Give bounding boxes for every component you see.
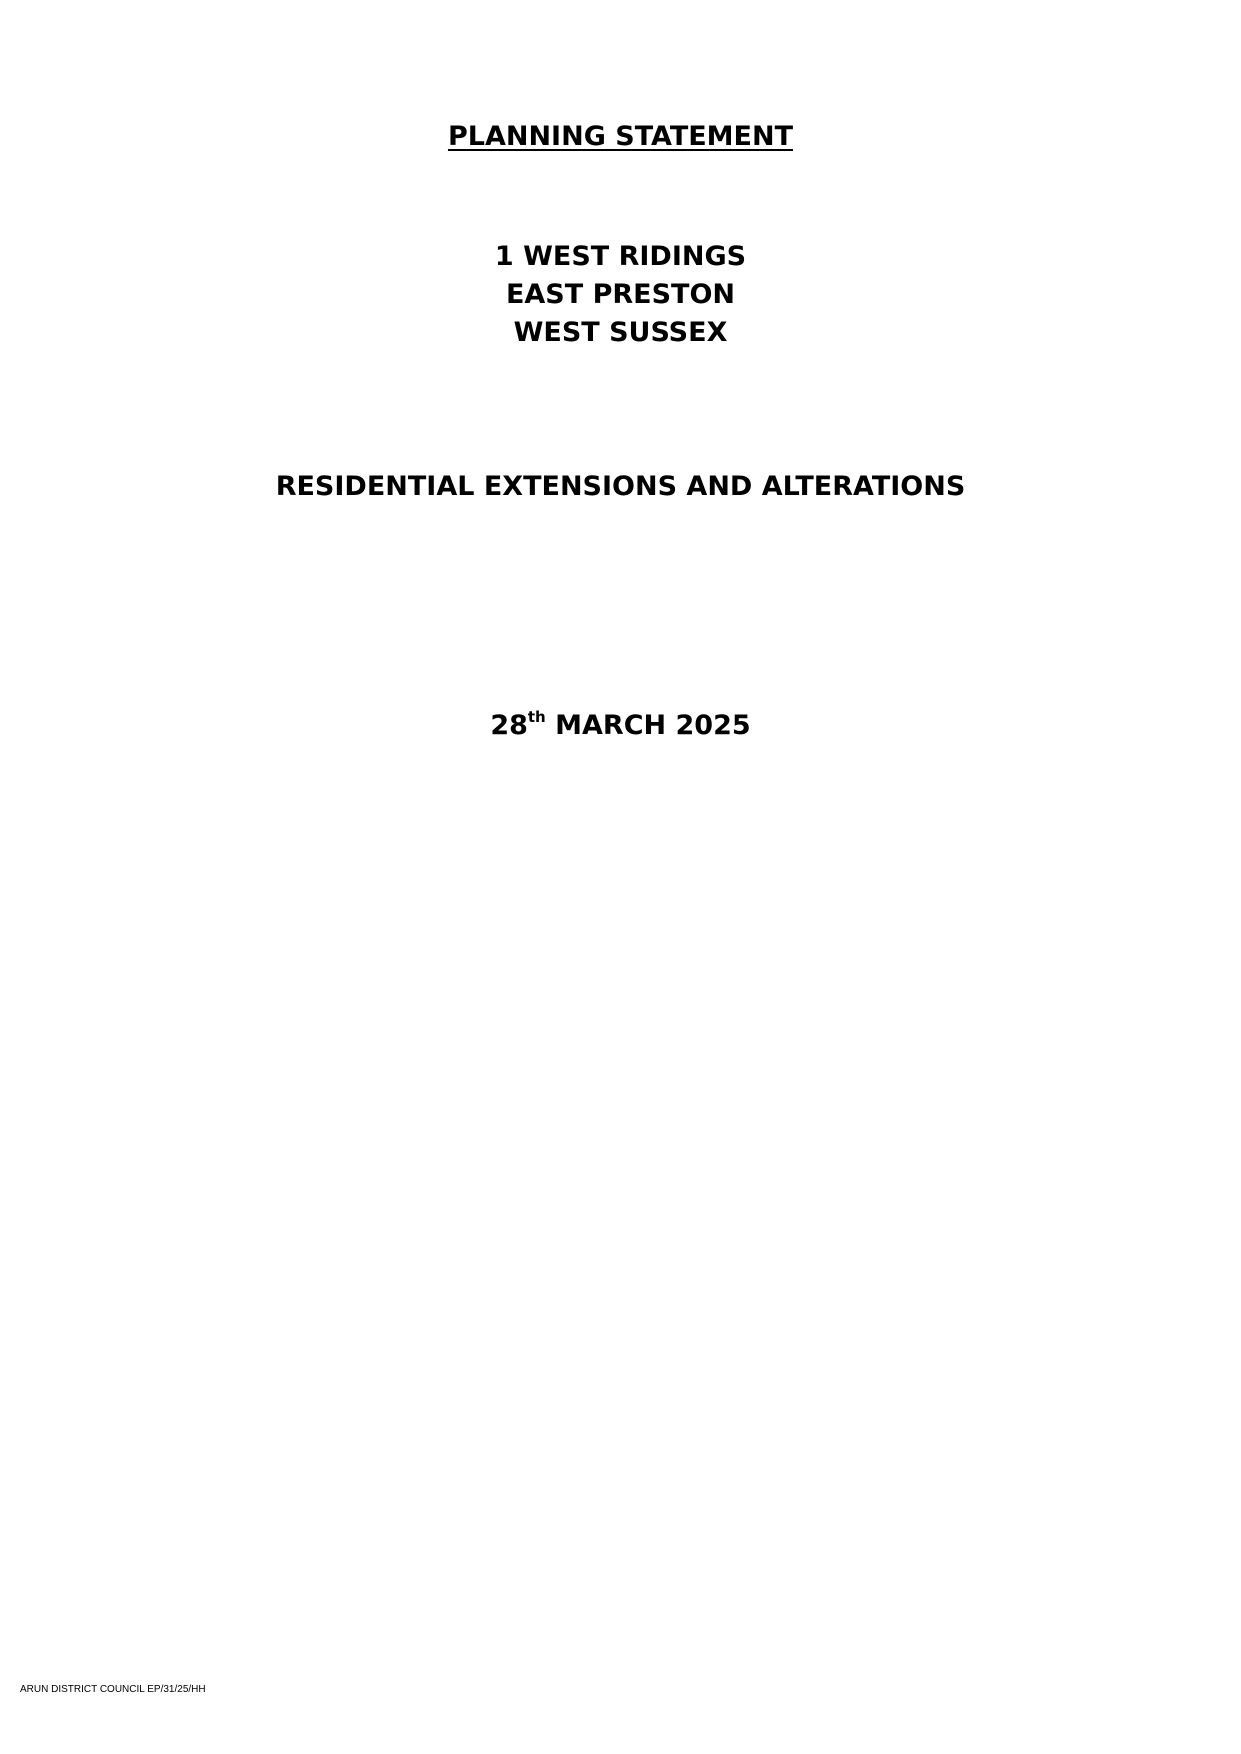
date-day: 28 <box>490 710 528 741</box>
address-line-2: EAST PRESTON <box>505 279 736 310</box>
address-line-1: 1 WEST RIDINGS <box>494 241 747 272</box>
address-line-3: WEST SUSSEX <box>513 317 728 348</box>
document-date <box>0 707 1241 745</box>
council-reference-stamp: ARUN DISTRICT COUNCIL EP/31/25/HH <box>20 1684 206 1695</box>
document-subject: RESIDENTIAL EXTENSIONS AND ALTERATIONS <box>275 471 966 502</box>
date-month-year: MARCH 2025 <box>545 710 751 741</box>
document-title: PLANNING STATEMENT <box>447 121 794 152</box>
date-ordinal: th <box>527 708 546 726</box>
